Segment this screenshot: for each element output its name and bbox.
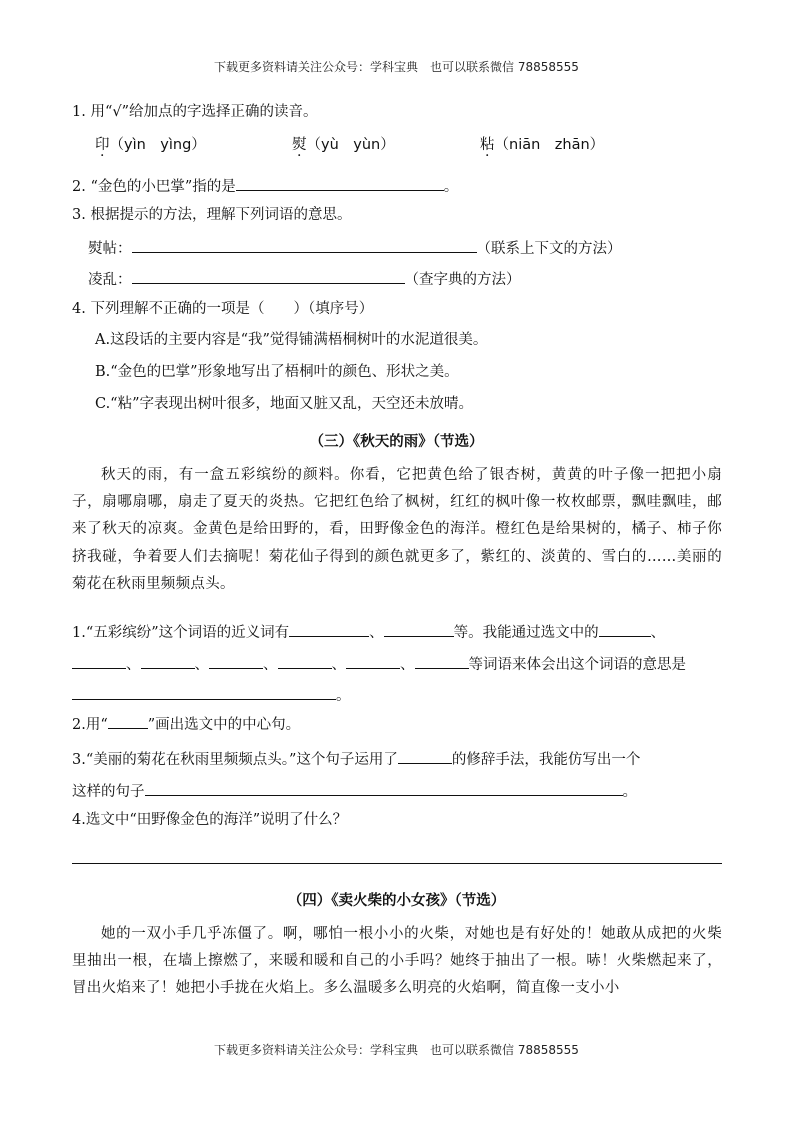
section-title-3: （三）《秋天的雨》（节选） bbox=[309, 434, 484, 450]
question-2-3-b bbox=[88, 268, 521, 290]
word-blank-2[interactable] bbox=[72, 653, 126, 669]
page-header: 下载更多资料请关注公众号：学科宝典 也可以联系微信 78858555 bbox=[214, 60, 579, 74]
question-text: 的修辞手法，我能仿写出一个 bbox=[451, 752, 641, 768]
option-b: B.“金色的巴掌”形象地写出了梧桐叶的颜色、形状之美。 bbox=[95, 364, 459, 380]
separator: 、 bbox=[126, 657, 141, 673]
question-3-1-line1 bbox=[72, 621, 665, 643]
separator: 、 bbox=[194, 657, 209, 673]
question-2-2 bbox=[72, 175, 458, 197]
page-footer: 下载更多资料请关注公众号：学科宝典 也可以联系微信 78858555 bbox=[214, 1043, 579, 1057]
separator: 、 bbox=[650, 625, 666, 641]
pinyin-item-3 bbox=[480, 135, 604, 155]
word-blank-1[interactable] bbox=[599, 621, 651, 637]
section-title-4: （四）《卖火柴的小女孩》（节选） bbox=[287, 893, 506, 909]
word-blank-3[interactable] bbox=[141, 653, 195, 669]
question-2-4: 4. 下列理解不正确的一项是（ ）（填序号） bbox=[72, 301, 374, 317]
question-3-1-line3 bbox=[72, 684, 351, 706]
question-text: 。 bbox=[443, 179, 459, 195]
dotted-char: 粘 bbox=[480, 137, 495, 153]
question-2-1: 1. 用“√”给加点的字选择正确的读音。 bbox=[72, 104, 318, 120]
pinyin-options: （niān zhān） bbox=[494, 137, 605, 153]
word-blank-5[interactable] bbox=[278, 653, 332, 669]
question-text: ”画出选文中的中心句。 bbox=[147, 717, 301, 733]
question-text: 等。我能通过选文中的 bbox=[453, 625, 599, 641]
separator: 。 bbox=[622, 784, 637, 800]
answer-blank[interactable] bbox=[132, 268, 405, 284]
method-hint: （联系上下文的方法） bbox=[476, 241, 622, 257]
separator: 、 bbox=[263, 657, 278, 673]
passage-autumn-rain: 秋天的雨，有一盒五彩缤纷的颜料。你看，它把黄色给了银杏树，黄黄的叶子像一把把小扇子，扇哪扇哪，扇走了夏天的炎热。它把红色给了枫树，红红的枫叶像一枚枚邮票，飘哇飘哇，邮来了秋天的凉爽。金黄色是给田野的，看，田野像金色的海洋。橙红色是给果树的，橘子、柿子你挤我碰，争着要人们去摘呢！菊花仙子得到的颜色就更多了，紫红的、淡黄的、雪白的……美丽的菊花在秋雨里频频点头。 bbox=[72, 467, 722, 592]
meaning-blank[interactable] bbox=[72, 684, 336, 700]
word-blank-6[interactable] bbox=[346, 653, 400, 669]
question-text: 1.“五彩缤纷”这个词语的近义词有 bbox=[72, 625, 290, 641]
question-3-4: 4.选文中“田野像金色的海洋”说明了什么？ bbox=[72, 812, 348, 828]
option-a: A.这段话的主要内容是“我”觉得铺满梧桐树叶的水泥道很美。 bbox=[95, 332, 488, 348]
answer-blank[interactable] bbox=[236, 175, 444, 191]
separator: 。 bbox=[336, 688, 351, 704]
question-text: 2. “金色的小巴掌”指的是 bbox=[72, 179, 236, 195]
underline-sample bbox=[108, 717, 148, 729]
question-text: 等词语来体会出这个词语的意思是 bbox=[468, 657, 686, 673]
question-text: 这样的句子 bbox=[72, 784, 145, 800]
question-3-3-line1 bbox=[72, 748, 640, 770]
word-blank-7[interactable] bbox=[415, 653, 469, 669]
pinyin-item-2 bbox=[292, 135, 395, 155]
method-hint: （查字典的方法） bbox=[404, 272, 521, 288]
term-label: 熨帖： bbox=[88, 241, 132, 257]
separator: 、 bbox=[331, 657, 346, 673]
question-2-3: 3. 根据提示的方法，理解下列词语的意思。 bbox=[72, 207, 352, 223]
separator: 、 bbox=[369, 625, 384, 641]
imitation-blank[interactable] bbox=[145, 780, 623, 796]
dotted-char: 熨 bbox=[292, 137, 307, 153]
question-3-1-line2 bbox=[72, 653, 686, 675]
pinyin-options: （yù yùn） bbox=[306, 137, 395, 153]
rhetoric-blank[interactable] bbox=[398, 748, 452, 764]
question-3-3-line2 bbox=[72, 780, 637, 802]
dotted-char: 印 bbox=[95, 137, 110, 153]
question-2-3-a bbox=[88, 237, 622, 259]
synonym-blank-1[interactable] bbox=[289, 621, 369, 637]
question-text: 3.“美丽的菊花在秋雨里频频点头。”这个句子运用了 bbox=[72, 752, 398, 768]
word-blank-4[interactable] bbox=[209, 653, 263, 669]
synonym-blank-2[interactable] bbox=[384, 621, 454, 637]
question-3-2 bbox=[72, 715, 300, 735]
answer-line[interactable] bbox=[72, 863, 722, 864]
question-text: 2.用“ bbox=[72, 717, 108, 733]
term-label: 凌乱： bbox=[88, 272, 132, 288]
pinyin-options: （yìn yìng） bbox=[109, 137, 206, 153]
separator: 、 bbox=[400, 657, 415, 673]
passage-match-girl: 她的一双小手几乎冻僵了。啊，哪怕一根小小的火柴，对她也是有好处的！她敢从成把的火柴里抽出一根，在墙上擦燃了，来暖和暖和自己的小手吗？她终于抽出了一根。哧！火柴燃起来了，冒出火焰来了！她把小手拢在火焰上。多么温暖多么明亮的火焰啊，简直像一支小小 bbox=[72, 926, 722, 997]
option-c: C.“粘”字表现出树叶很多，地面又脏又乱，天空还未放晴。 bbox=[95, 396, 474, 412]
answer-blank[interactable] bbox=[132, 237, 477, 253]
pinyin-item-1 bbox=[95, 135, 206, 155]
